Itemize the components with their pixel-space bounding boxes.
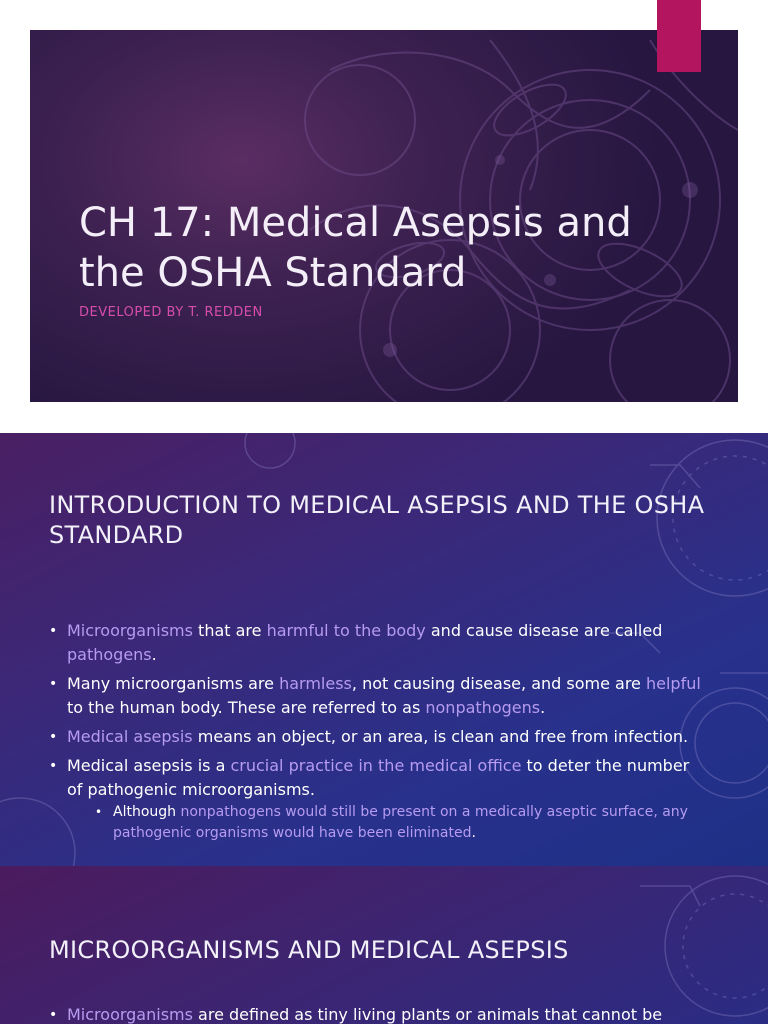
intro-slide	[0, 433, 768, 866]
bullet-item	[49, 619, 709, 667]
bullet-item	[49, 672, 709, 720]
highlighted-term: Microorganisms	[67, 621, 193, 640]
bullet-list	[49, 1003, 709, 1024]
title-slide	[30, 30, 738, 402]
highlighted-term: Microorganisms	[67, 1005, 193, 1024]
microorganisms-slide	[0, 866, 768, 1024]
highlighted-term: nonpathogens would still be present on a medically aseptic surface, any pathogenic organisms would have been eliminated	[113, 804, 688, 841]
bullet-item	[49, 754, 709, 844]
highlighted-term: Medical asepsis	[67, 727, 193, 746]
bullet-list	[49, 619, 709, 849]
bullet-text: that are	[192, 621, 267, 640]
sub-bullet-list	[67, 802, 709, 844]
highlighted-term: crucial practice in the medical office	[230, 756, 522, 775]
bullet-text: .	[471, 825, 476, 841]
bullet-text: are defined as tiny living plants or animals that cannot be	[192, 1005, 663, 1024]
highlighted-term: harmful to the body	[266, 621, 426, 640]
slide-heading: MICROORGANISMS AND MEDICAL ASEPSIS	[49, 936, 569, 964]
sub-bullet-item	[67, 802, 709, 844]
bullet-text: Although	[113, 804, 181, 820]
highlighted-term: pathogens	[67, 645, 152, 664]
bullet-text: to deter the number of pathogenic microorganisms.	[67, 756, 690, 799]
bullet-text: to the human body. These are referred to as	[67, 698, 426, 717]
highlighted-term: harmless	[279, 674, 352, 693]
bullet-text: and cause disease are called	[425, 621, 663, 640]
bullet-text: means an object, or an area, is clean and free from infection.	[192, 727, 689, 746]
slide-title: CH 17: Medical Asepsis and the OSHA Standard	[79, 200, 632, 296]
bullet-item	[49, 725, 709, 749]
bullet-text: Many microorganisms are	[67, 674, 280, 693]
bullet-text: Medical asepsis is a	[67, 756, 231, 775]
accent-tab	[657, 0, 701, 72]
highlighted-term: helpful	[645, 674, 701, 693]
bullet-item	[49, 1003, 709, 1024]
bullet-text: .	[151, 645, 157, 664]
slide-heading: INTRODUCTION TO MEDICAL ASEPSIS AND THE OSHA STANDARD	[49, 491, 705, 549]
bullet-text: , not causing disease, and some are	[351, 674, 646, 693]
slide-subtitle: DEVELOPED BY T. REDDEN	[79, 305, 263, 320]
bullet-text: .	[540, 698, 546, 717]
highlighted-term: nonpathogens	[425, 698, 541, 717]
